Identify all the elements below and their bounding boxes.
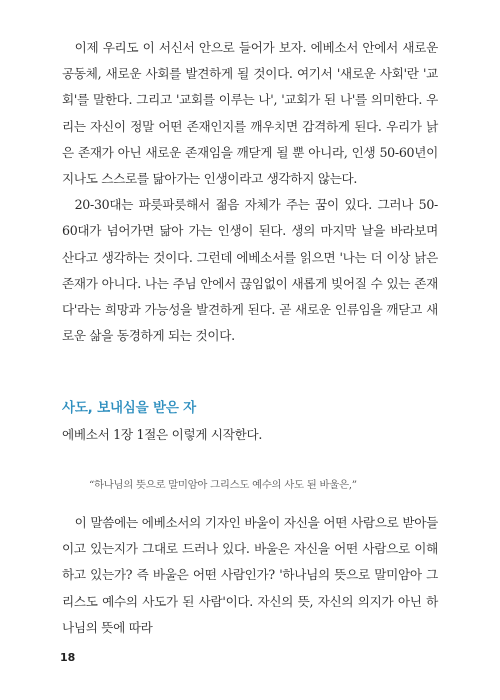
body-text-bottom: [62, 510, 438, 641]
scripture-quote: “하나님의 뜻으로 말미암아 그리스도 예수의 사도 된 바울은,”: [89, 479, 357, 491]
section-heading: 사도, 보내심을 받은 자: [62, 400, 196, 416]
lead-line: 에베소서 1장 1절은 이렇게 시작한다.: [62, 427, 263, 442]
paragraph-2: 20-30대는 파릇파릇해서 젊음 자체가 주는 꿈이 있다. 그러나 50-60대가 넘어가면 닮아 가는 인생이 된다. 생의 마지막 날을 바라보며 산다고 생각하는 것이다. 그런데 에베소서를 읽으면 '나는 더 이상 낡은 존재가 아니다. 나는 주님 안에서 끊임없이 새롭게 빚어질 수 있는 존재다'라는 희망과 가능성을 발견하게 된다. 곧 새로운 인류임을 깨닫고 새로운 삶을 동경하게 되는 것이다.: [62, 197, 438, 344]
body-text-top: [62, 35, 438, 349]
paragraph-1: 이제 우리도 이 서신서 안으로 들어가 보자. 에베소서 안에서 새로운 공동체, 새로운 사회를 발견하게 될 것이다. 여기서 '새로운 사회'란 '교회'를 말한다. 그리고 '교회를 이루는 나', '교회가 된 나'를 의미한다. 우리는 자신이 정말 어떤 존재인지를 깨우치면 감격하게 된다. 우리가 낡은 존재가 아닌 새로운 존재임을 깨닫게 될 뿐 아니라, 인생 50-60년이 지나도 스스로를 닮아가는 인생이라고 생각하지 않는다.: [62, 40, 438, 187]
paragraph-3: 이 말씀에는 에베소서의 기자인 바울이 자신을 어떤 사람으로 받아들이고 있는지가 그대로 드러나 있다. 바울은 자신을 어떤 사람으로 이해하고 있는가? 즉 바울은 어떤 사람인가? '하나님의 뜻으로 말미암아 그리스도 예수의 사도가 된 사람'이다. 자신의 뜻, 자신의 의지가 아닌 하나님의 뜻에 따라: [62, 515, 438, 635]
page-number: 18: [60, 651, 76, 664]
